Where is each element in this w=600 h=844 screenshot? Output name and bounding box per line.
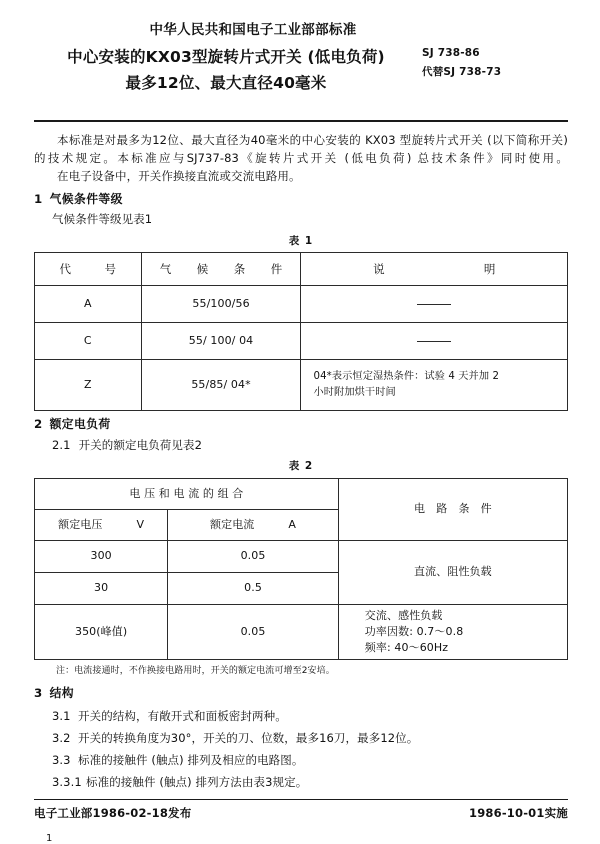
- section-3-item-4: [52, 773, 568, 791]
- section-2-title: 额定电负荷: [49, 417, 111, 431]
- table-1-header-note-inner: [305, 261, 563, 277]
- footer-divider: [34, 799, 568, 800]
- table-1-r2-note: [301, 323, 568, 360]
- table-2-condition-dc: 直流、阻性负载: [338, 540, 567, 604]
- section-3-item-1-text: 开关的结构，有敞开式和面板密封两种。: [78, 708, 287, 723]
- document-title-line-1: 中心安装的KX03型旋转片式开关 (低电负荷): [67, 48, 385, 66]
- section-1-lead: 气候条件等级见表1: [52, 212, 153, 226]
- section-1-number: 1: [34, 191, 43, 206]
- section-3-item-2: [52, 729, 568, 747]
- table-row: [35, 323, 568, 360]
- intro-paragraph-2: 在电子设备中，开关作换接直流或交流电路用。: [57, 169, 301, 183]
- table-2-current-label: 额定电流: [210, 517, 255, 531]
- table-1-r3-note-line-1: 04*表示恒定湿热条件：试验 4 天并加 2: [313, 371, 500, 382]
- page-number: 1: [46, 832, 53, 844]
- table-1-header-note: [301, 253, 568, 286]
- table-1-header-code: 代 号: [35, 253, 142, 286]
- table-row: [35, 540, 568, 572]
- table-2-r3-current: 0.05: [168, 604, 339, 659]
- table-2-r1-current: 0.05: [168, 540, 339, 572]
- footer-issued-date: 电子工业部1986-02-18发布: [34, 805, 192, 820]
- table-2-caption: 表 2: [288, 460, 314, 472]
- superseded-standard-code: 代替SJ 738-73: [422, 66, 502, 78]
- table-1-caption: 表 1: [288, 234, 314, 247]
- table-1-r1-condition: 55/100/56: [141, 286, 301, 323]
- table-2-note: 注：电流接通时，不作换接电路用时，开关的额定电流可增至2安培。: [56, 665, 335, 676]
- table-1-r3-condition: 55/85/ 04*: [141, 360, 301, 411]
- table-1-r1-note: [301, 286, 568, 323]
- section-2-1-line: [52, 437, 568, 455]
- table-2-circuit-header: 电 路 条 件: [338, 478, 567, 540]
- table-1-r3-code: Z: [35, 360, 142, 411]
- section-3-item-4-text: 标准的接触件 (触点) 排列方法由表3规定。: [86, 774, 308, 789]
- section-3-title: 结构: [49, 686, 75, 700]
- section-2-1-text: 开关的额定电负荷见表2: [78, 437, 203, 452]
- section-3-item-4-number: 3.3.1: [52, 774, 82, 789]
- section-3-item-1: [52, 707, 568, 725]
- standard-code: SJ 738-86: [422, 47, 480, 59]
- table-row: [35, 286, 568, 323]
- table-1-header-note-char-1: 说: [373, 262, 385, 276]
- footer: [34, 805, 568, 821]
- section-3-item-2-text: 开关的转换角度为30°，开关的刀、位数，最多16刀，最多12位。: [78, 730, 419, 745]
- page-content: [34, 22, 568, 844]
- table-2-voltage-header-inner: [39, 517, 163, 533]
- table-1-header-note-char-2: 明: [483, 262, 496, 276]
- table-1-r2-code: C: [35, 323, 142, 360]
- intro-paragraph-1: 本标准是对最多为12位、最大直径为40毫米的中心安装的 KX03 型旋转片式开关 (以下简称开关) 的技术规定。本标准应与SJ737-83《旋转片式开关 (低电负荷) 总技术条件》同时使用。: [34, 133, 568, 165]
- section-2-number: 2: [34, 417, 43, 431]
- em-dash-icon: [417, 341, 451, 342]
- table-2-group-header: 电 压 和 电 流 的 组 合: [35, 478, 339, 509]
- table-1-r3-note-line-2: 小时附加烘干时间: [313, 387, 396, 398]
- table-2-group-header-row: [35, 478, 568, 509]
- em-dash-icon: [417, 304, 451, 305]
- table-1-r1-code: A: [35, 286, 142, 323]
- table-2-r2-current: 0.5: [168, 572, 339, 604]
- table-2-current-header: [168, 509, 339, 540]
- table-1-header-condition: 气 候 条 件: [141, 253, 301, 286]
- section-3-item-2-number: 3.2: [52, 730, 71, 745]
- section-2-1-number: 2.1: [52, 437, 71, 452]
- section-3-heading: [34, 685, 568, 703]
- table-2-voltage-label: 额定电压: [58, 517, 103, 531]
- table-2-voltage-header: [35, 509, 168, 540]
- section-1-title: 气候条件等级: [49, 191, 123, 206]
- table-2-condition-ac-line-1: 交流、感性负载: [364, 608, 443, 622]
- masthead: [34, 22, 568, 110]
- table-row: [35, 604, 568, 659]
- body-text: [34, 132, 568, 791]
- header-divider: [34, 120, 568, 122]
- table-2-current-header-inner: [172, 517, 334, 533]
- table-1-r2-condition: 55/ 100/ 04: [141, 323, 301, 360]
- footer-effective-date: 1986-10-01实施: [469, 805, 568, 820]
- document-title-line-2: 最多12位、最大直径40毫米: [125, 74, 327, 92]
- section-3-item-3: [52, 751, 568, 769]
- table-row: [35, 360, 568, 411]
- table-2-condition-ac-line-3: 频率: 40～60Hz: [364, 640, 449, 654]
- table-1-header-row: [35, 253, 568, 286]
- table-2-r3-voltage: 350(峰值): [35, 604, 168, 659]
- table-2-current-unit: A: [288, 517, 297, 531]
- ministry-line: 中华人民共和国电子工业部部标准: [149, 22, 357, 38]
- table-2-r1-voltage: 300: [35, 540, 168, 572]
- standard-code-block: [422, 44, 568, 82]
- table-2: [34, 478, 568, 660]
- section-3-item-1-number: 3.1: [52, 708, 71, 723]
- section-1-heading: [34, 191, 568, 209]
- section-3-item-3-number: 3.3: [52, 752, 71, 767]
- section-3-item-3-text: 标准的接触件 (触点) 排列及相应的电路图。: [78, 752, 304, 767]
- table-2-voltage-unit: V: [136, 517, 145, 531]
- table-1: [34, 252, 568, 411]
- section-2-heading: [34, 416, 568, 434]
- section-3-number: 3: [34, 686, 43, 700]
- table-2-r2-voltage: 30: [35, 572, 168, 604]
- table-2-condition-ac: [338, 604, 567, 659]
- table-1-r3-note: [301, 360, 568, 411]
- table-2-condition-ac-line-2: 功率因数: 0.7～0.8: [364, 624, 464, 638]
